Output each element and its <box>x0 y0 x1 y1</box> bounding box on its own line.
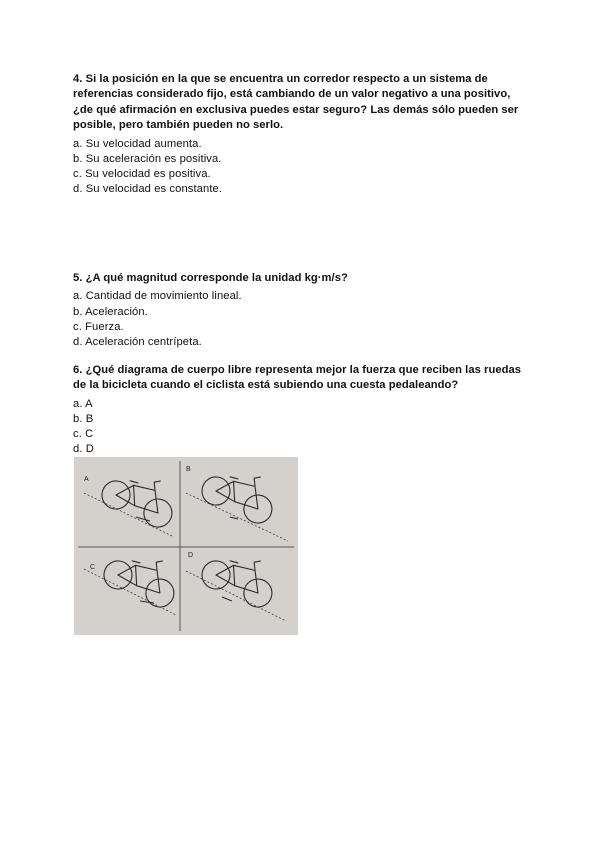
question-6-option-d: d. D <box>73 443 94 456</box>
panel-a <box>84 473 176 537</box>
question-5-option-c: c. Fuerza. <box>73 320 124 333</box>
question-5 <box>73 271 533 350</box>
panel-d <box>186 552 286 621</box>
slope-line-b <box>186 493 288 541</box>
bicycle-diagram-figure <box>74 457 298 635</box>
slope-line-c <box>84 569 176 615</box>
question-4-option-b: b. Su aceleración es positiva. <box>73 152 222 165</box>
bicycle-a-icon <box>99 473 177 529</box>
force-arrow-d <box>222 597 232 601</box>
panel-b <box>186 466 288 541</box>
slope-line-d <box>186 571 286 621</box>
question-6 <box>73 363 533 458</box>
question-4-option-a: a. Su velocidad aumenta. <box>73 137 202 150</box>
panel-a-label: A <box>84 476 89 483</box>
question-6-option-a: a. A <box>73 397 93 410</box>
force-arrow-a <box>136 517 150 521</box>
question-4 <box>73 72 533 197</box>
question-6-option-b: b. B <box>73 413 94 426</box>
question-6-option-c: c. C <box>73 428 94 441</box>
bicycle-diagram-svg <box>74 457 298 635</box>
question-5-option-a: a. Cantidad de movimiento lineal. <box>73 290 242 303</box>
bicycle-b-icon <box>199 469 277 525</box>
question-4-option-d: d. Su velocidad es constante. <box>73 183 223 196</box>
question-5-option-b: b. Aceleración. <box>73 305 148 318</box>
panel-b-label: B <box>186 466 191 473</box>
panel-c-label: C <box>90 564 96 571</box>
question-5-title: 5. ¿A qué magnitud corresponde la unidad kg·m/s? <box>73 272 348 284</box>
question-6-title: 6. ¿Qué diagrama de cuerpo libre representa mejor la fuerza que reciben las ruedas de la bicicleta cuando el ciclista está subiendo una cuesta pedaleando? <box>73 364 522 392</box>
bicycle-c-icon <box>101 553 179 609</box>
question-4-title: 4. Si la posición en la que se encuentra un corredor respecto a un sistema de referencias considerado fijo, está cambiando de un valor negativo a una positivo, ¿de qué afirmación en exclusiva puedes estar seguro? Las demás sólo pueden ser posible, pero también pueden no serlo. <box>73 73 519 132</box>
panel-d-label: D <box>188 552 194 559</box>
question-5-option-d: d. Aceleración centrípeta. <box>73 336 202 349</box>
force-arrow-c <box>140 601 154 603</box>
question-4-option-c: c. Su velocidad es positiva. <box>73 168 211 181</box>
bicycle-d-icon <box>199 553 277 609</box>
panel-c <box>84 553 178 615</box>
